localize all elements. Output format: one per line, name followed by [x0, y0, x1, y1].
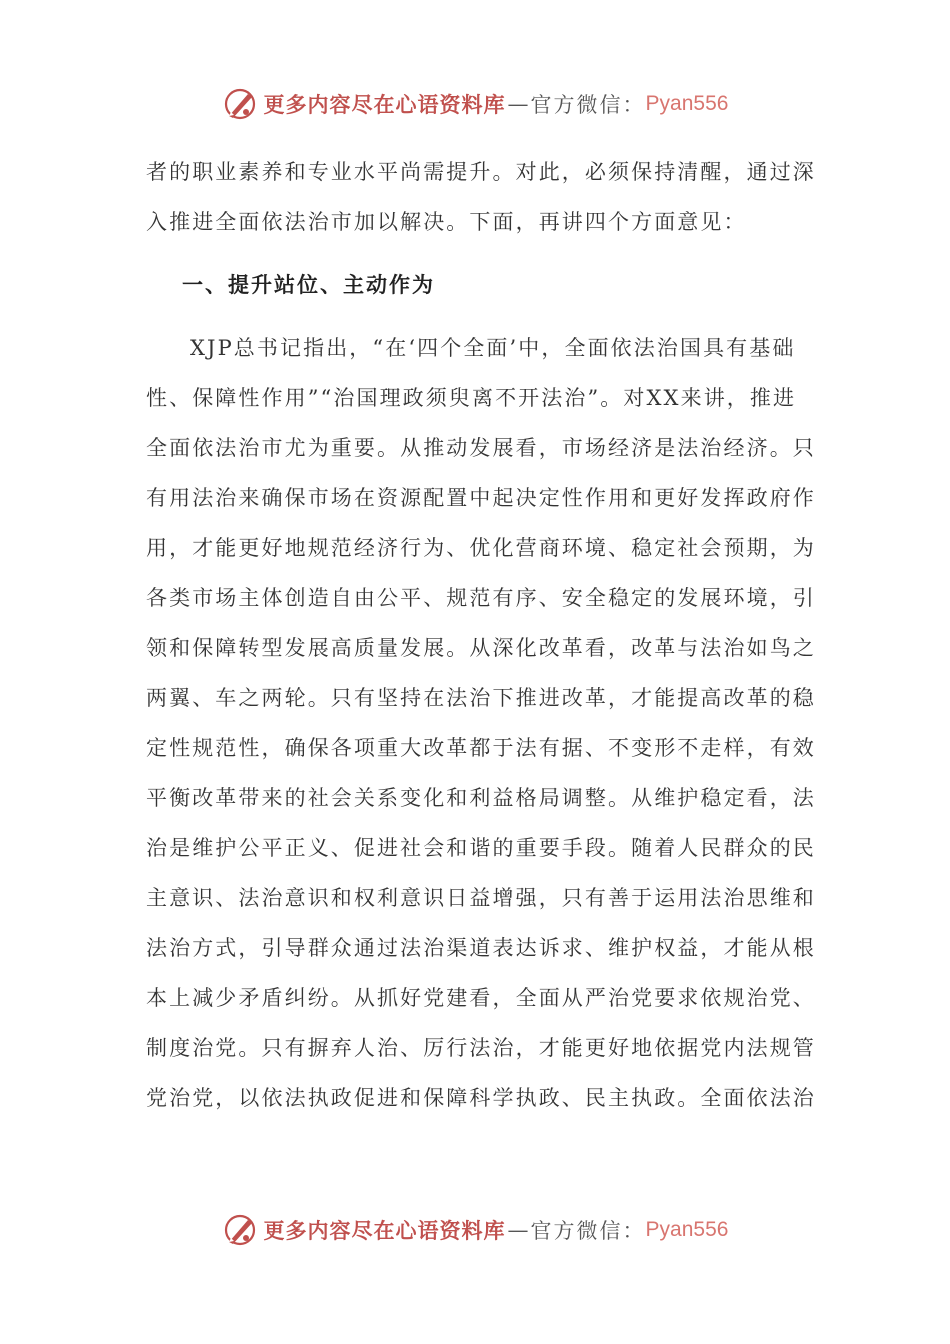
paragraph-line: 领和保障转型发展高质量发展。从深化改革看，改革与法治如鸟之	[146, 636, 816, 660]
paragraph-line: 定性规范性，确保各项重大改革都于法有据、不变形不走样，有效	[146, 736, 816, 760]
paragraph-line: 有用法治来确保市场在资源配置中起决定性作用和更好发挥政府作	[146, 486, 816, 510]
section-heading: 一、提升站位、主动作为	[182, 273, 435, 297]
paragraph-line: 平衡改革带来的社会关系变化和利益格局调整。从维护稳定看，法	[146, 786, 816, 810]
watermark-wechat-label: 官方微信：	[530, 93, 646, 117]
paragraph-line: 用，才能更好地规范经济行为、优化营商环境、稳定社会预期，为	[146, 536, 816, 560]
paragraph-line: 全面依法治市尤为重要。从推动发展看，市场经济是法治经济。只	[146, 436, 816, 460]
watermark-wechat-label: 官方微信：	[530, 1219, 646, 1243]
pen-circle-icon	[222, 86, 258, 122]
paragraph-line: 法治方式，引导群众通过法治渠道表达诉求、维护权益，才能从根	[146, 936, 816, 960]
paragraph-line: 制度治党。只有摒弃人治、厉行法治，才能更好地依据党内法规管	[146, 1036, 816, 1060]
watermark-banner-top	[0, 84, 950, 124]
intro-line: 者的职业素养和专业水平尚需提升。对此，必须保持清醒，通过深	[146, 160, 816, 184]
watermark-site-text: 更多内容尽在心语资料库	[263, 1218, 506, 1243]
paragraph-line: 主意识、法治意识和权利意识日益增强，只有善于运用法治思维和	[146, 886, 816, 910]
watermark-wechat-id: Pyan556	[645, 1218, 729, 1241]
watermark-wechat-id: Pyan556	[645, 92, 729, 115]
document-body	[146, 147, 816, 1123]
intro-line: 入推进全面依法治市加以解决。下面，再讲四个方面意见：	[146, 210, 747, 234]
pen-circle-icon	[222, 1212, 258, 1248]
paragraph-line: 党治党，以依法执政促进和保障科学执政、民主执政。全面依法治	[146, 1086, 816, 1110]
watermark-separator: —	[507, 92, 529, 116]
paragraph-line: 性、保障性作用”“治国理政须臾离不开法治”。对XX来讲，推进	[146, 386, 797, 410]
paragraph-line: 两翼、车之两轮。只有坚持在法治下推进改革，才能提高改革的稳	[146, 686, 816, 710]
paragraph-line: 各类市场主体创造自由公平、规范有序、安全稳定的发展环境，引	[146, 586, 816, 610]
paragraph-line: XJP总书记指出，“在‘四个全面’中，全面依法治国具有基础	[190, 336, 796, 360]
paragraph-line: 本上减少矛盾纠纷。从抓好党建看，全面从严治党要求依规治党、	[146, 986, 816, 1010]
paragraph-line: 治是维护公平正义、促进社会和谐的重要手段。随着人民群众的民	[146, 836, 816, 860]
watermark-site-text: 更多内容尽在心语资料库	[263, 92, 506, 117]
watermark-banner-bottom	[0, 1210, 950, 1250]
watermark-separator: —	[507, 1218, 529, 1242]
